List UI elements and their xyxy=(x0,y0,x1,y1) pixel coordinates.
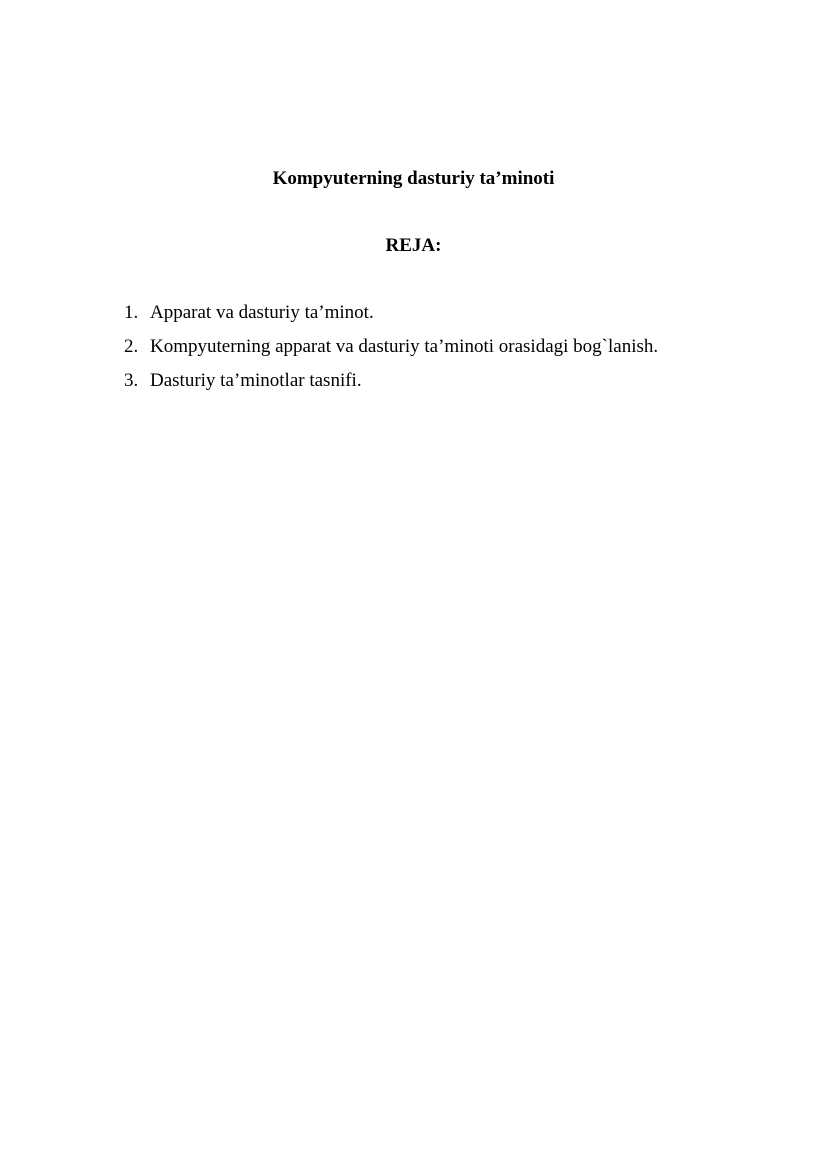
plan-item-number: 3. xyxy=(124,370,139,391)
plan-item-text: Apparat va dasturiy ta’minot. xyxy=(150,302,374,323)
document-title: Kompyuterning dasturiy ta’minoti xyxy=(272,168,555,189)
plan-item-number: 1. xyxy=(124,302,139,323)
plan-item-2 xyxy=(124,334,658,360)
plan-heading: REJA: xyxy=(385,235,442,256)
plan-item-text: Kompyuterning apparat va dasturiy ta’minoti orasidagi bog`lanish. xyxy=(150,336,659,357)
plan-item-number: 2. xyxy=(124,336,139,357)
plan-item-1 xyxy=(124,300,658,326)
plan-item-3 xyxy=(124,368,658,394)
plan-item-text: Dasturiy ta’minotlar tasnifi. xyxy=(150,370,362,391)
plan-list xyxy=(124,300,658,402)
